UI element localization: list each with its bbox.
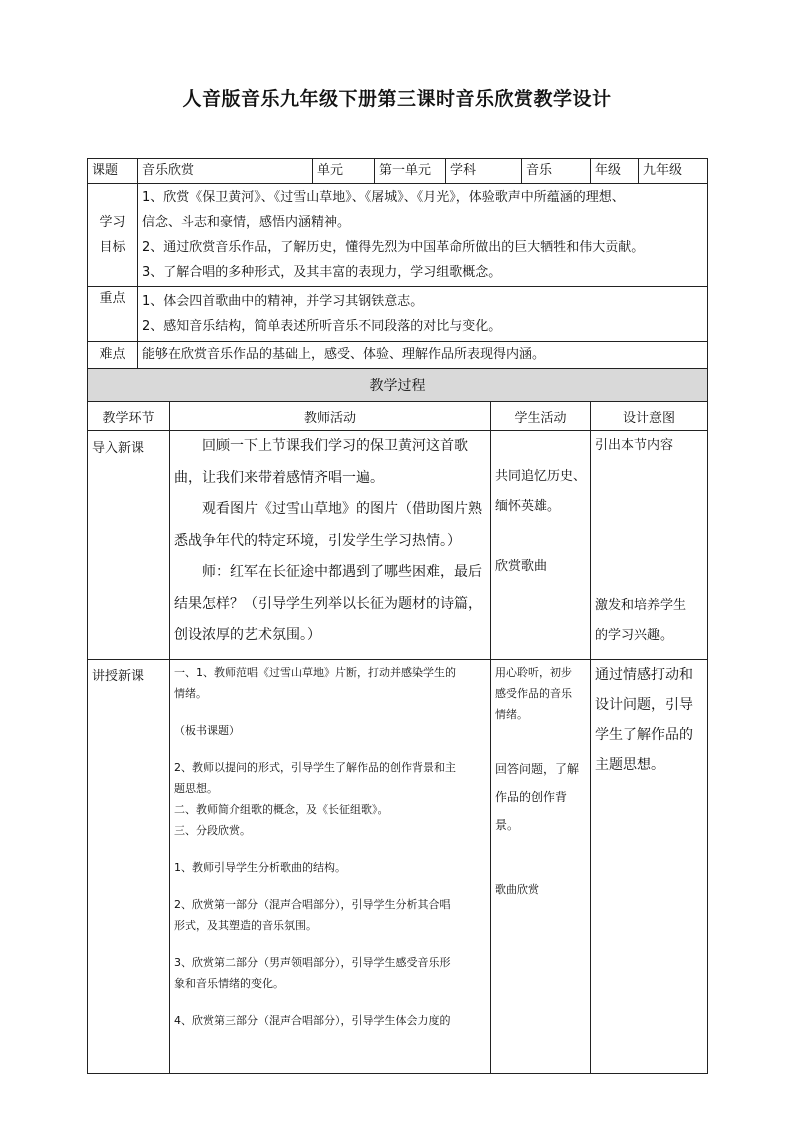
topic-value: 音乐欣赏 <box>138 159 313 184</box>
grade-label: 年级 <box>591 159 639 184</box>
intro-student: 共同追忆历史、 缅怀英雄。 欣赏歌曲 <box>491 431 591 660</box>
difficulty-row <box>88 342 708 369</box>
page-title: 人音版音乐九年级下册第三课时音乐欣赏教学设计 <box>182 88 612 110</box>
goal-line: 3、了解合唱的多种形式，及其丰富的表现力，学习组歌概念。 <box>142 265 502 280</box>
goal-line: 1、欣赏《保卫黄河》、《过雪山草地》、《屠城》、《月光》，体验歌声中所蕴涵的理想、 <box>142 190 625 205</box>
meta-row <box>88 159 708 184</box>
focus-line: 2、感知音乐结构，简单表述所听音乐不同段落的对比与变化。 <box>142 319 502 334</box>
focus-content <box>138 287 708 342</box>
teaching-process-table <box>87 368 708 1074</box>
header-intent: 设计意图 <box>591 402 708 431</box>
unit-label: 单元 <box>313 159 375 184</box>
difficulty-label: 难点 <box>88 342 138 369</box>
lecture-intent: 通过情感打动和 设计问题，引导 学生了解作品的 主题思想。 <box>591 660 708 1074</box>
header-row <box>88 402 708 431</box>
difficulty-content: 能够在欣赏音乐作品的基础上，感受、体验、理解作品所表现得内涵。 <box>138 342 708 369</box>
focus-row <box>88 287 708 342</box>
goals-row <box>88 184 708 287</box>
subject-value: 音乐 <box>522 159 591 184</box>
intro-stage: 导入新课 <box>88 431 170 660</box>
topic-label: 课题 <box>88 159 138 184</box>
goals-content <box>138 184 708 287</box>
goal-line: 2、通过欣赏音乐作品，了解历史，懂得先烈为中国革命所做出的巨大牺牲和伟大贡献。 <box>142 240 645 255</box>
intro-teacher: 回顾一下上节课我们学习的保卫黄河这首歌 曲，让我们来带着感情齐唱一遍。 观看图片《过雪山草地》的图片（借助图片熟 悉战争年代的特定环境，引发学生学习热情。） 师：红军在长征途中都遇到了哪些困难，最后 结果怎样？（引导学生列举以长征为题材的诗篇， 创设浓厚的艺术氛围。） <box>170 431 491 660</box>
intro-row <box>88 431 708 660</box>
intro-intent: 引出本节内容 激发和培养学生 的学习兴趣。 <box>591 431 708 660</box>
lecture-row <box>88 660 708 1074</box>
header-student: 学生活动 <box>491 402 591 431</box>
focus-label: 重点 <box>88 287 138 342</box>
lecture-teacher: 一、1、教师范唱《过雪山草地》片断，打动并感染学生的 情绪。 （板书课题） 2、教师以提问的形式，引导学生了解作品的创作背景和主 题思想。 二、教师简介组歌的概念，及《长征组歌》。 三、分段欣赏。 1、教师引导学生分析歌曲的结构。 2、欣赏第一部分（混声合唱部分），引导学生分析其合唱 形式，及其塑造的音乐氛围。 3、欣赏第二部分（男声领唱部分），引导学生感受音乐形 象和音乐情绪的变化。 4、欣赏第三部分（混声合唱部分），引导学生体会力度的 <box>170 660 491 1074</box>
subject-label: 学科 <box>446 159 522 184</box>
header-stage: 教学环节 <box>88 402 170 431</box>
header-teacher: 教师活动 <box>170 402 491 431</box>
lecture-stage: 讲授新课 <box>88 660 170 1074</box>
goal-line: 信念、斗志和豪情，感悟内涵精神。 <box>142 215 351 230</box>
lesson-info-table <box>87 158 708 369</box>
section-title: 教学过程 <box>88 369 708 402</box>
grade-value: 九年级 <box>639 159 708 184</box>
goals-label: 学习 目标 <box>88 184 138 287</box>
lecture-student: 用心聆听，初步 感受作品的音乐 情绪。 回答问题，了解 作品的创作背景。 歌曲欣赏 <box>491 660 591 1074</box>
unit-value: 第一单元 <box>375 159 446 184</box>
focus-line: 1、体会四首歌曲中的精神，并学习其钢铁意志。 <box>142 294 424 309</box>
